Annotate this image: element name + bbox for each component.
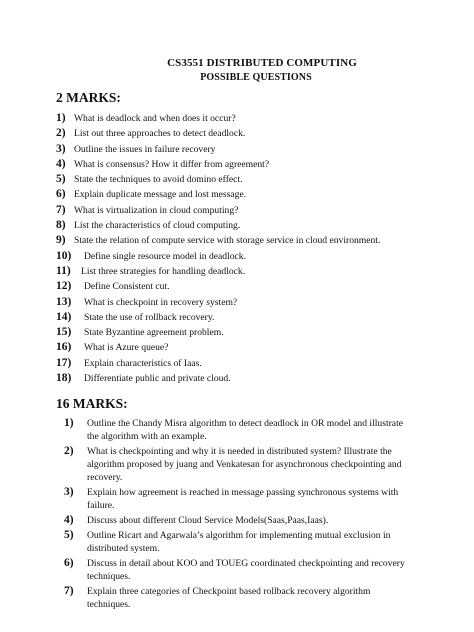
question-item [64,486,416,512]
question-item [64,585,416,611]
question-text: List out three approaches to detect deadlock. [74,128,246,140]
question-text: List the characteristics of cloud computing. [74,220,241,232]
question-item [56,340,456,355]
question-text: Outline the issues in failure recovery [74,143,216,155]
question-text: Discuss about different Cloud Service Models(Saas,Paas,Iaas). [87,515,329,526]
question-text: What is checkpoint in recovery system? [84,296,238,308]
question-text: Outline Ricart and Agarwala’s algorithm for implementing mutual exclusion in distributed system. [87,530,391,554]
document-header [0,57,474,83]
course-title: CS3551 DISTRIBUTED COMPUTING [167,57,357,69]
question-text: What is consensus? How it differ from agreement? [74,158,270,170]
question-number: 6) [64,557,74,569]
question-item [64,417,416,443]
question-number: 14) [56,310,72,323]
question-number: 5) [64,529,74,541]
question-text: What is deadlock and when does it occur? [74,113,236,124]
question-text: List three strategies for handling deadlock. [81,265,246,277]
question-number: 15) [56,326,72,339]
question-text: State the techniques to avoid domino effect. [74,174,243,186]
question-number: 13) [56,295,72,308]
question-number: 2) [64,445,74,457]
question-number: 7) [56,203,66,216]
question-item [56,295,456,310]
question-item [64,529,416,555]
question-item [56,233,456,248]
question-item [56,157,456,172]
question-number: 4) [56,157,66,170]
question-item [56,249,456,264]
question-number: 6) [56,188,66,201]
question-number: 5) [56,173,66,186]
question-text: Define Consistent cut. [84,281,170,293]
question-text: State Byzantine agreement problem. [84,327,224,339]
question-text: Explain three categories of Checkpoint based rollback recovery algorithm techniques. [87,586,371,610]
document-subtitle: POSSIBLE QUESTIONS [200,72,312,83]
question-number: 9) [56,234,66,247]
sixteen-marks-heading: 16 MARKS: [56,396,128,411]
two-marks-heading: 2 MARKS: [56,90,121,105]
question-item [56,371,456,386]
question-number: 3) [64,486,74,498]
question-item [56,126,456,141]
question-item [64,557,416,583]
question-item [56,187,456,202]
question-number: 10) [56,249,72,262]
question-number: 11) [56,264,71,277]
question-number: 8) [56,219,66,232]
question-number: 16) [56,341,72,354]
question-item [56,203,456,218]
question-number: 7) [64,585,74,597]
question-item [56,172,456,187]
question-item [56,111,456,126]
question-text: Explain characteristics of Iaas. [84,357,202,369]
question-item [64,445,416,484]
question-item [56,310,456,325]
question-item [56,356,456,371]
question-item [64,514,416,527]
question-item [56,264,456,279]
question-number: 18) [56,372,72,385]
question-text: What is virtualization in cloud computing? [74,204,239,216]
question-text: Define single resource model in deadlock. [84,250,246,262]
question-number: 1) [64,417,74,429]
question-text: What is Azure queue? [84,342,169,354]
question-number: 3) [56,142,66,155]
question-number: 4) [64,514,74,526]
question-number: 17) [56,356,72,369]
question-text: Outline the Chandy Misra algorithm to detect deadlock in OR model and illustrate the algorithm with an example. [87,418,403,442]
two-marks-question-list [56,111,456,386]
question-item [56,279,456,294]
question-text: State the relation of compute service with storage service in cloud environment. [74,235,381,247]
question-text: Explain how agreement is reached in message passing synchronous systems with failure. [87,487,399,511]
question-item [56,218,456,233]
question-number: 1) [56,112,66,124]
question-item [56,142,456,157]
question-text: State the use of rollback recovery. [84,311,215,323]
sixteen-marks-question-list [64,417,416,613]
question-text: Discuss in detail about KOO and TOUEG coordinated checkpointing and recovery techniques. [87,558,405,582]
question-text: Explain duplicate message and lost message. [74,189,247,201]
question-item [56,325,456,340]
question-number: 12) [56,280,72,293]
question-text: What is checkpointing and why it is needed in distributed system? Illustrate the algorithm proposed by juang and Venkatesan for asynchronous checkpointing and recovery. [87,446,402,483]
question-text: Differentiate public and private cloud. [84,373,231,385]
question-number: 2) [56,127,66,140]
